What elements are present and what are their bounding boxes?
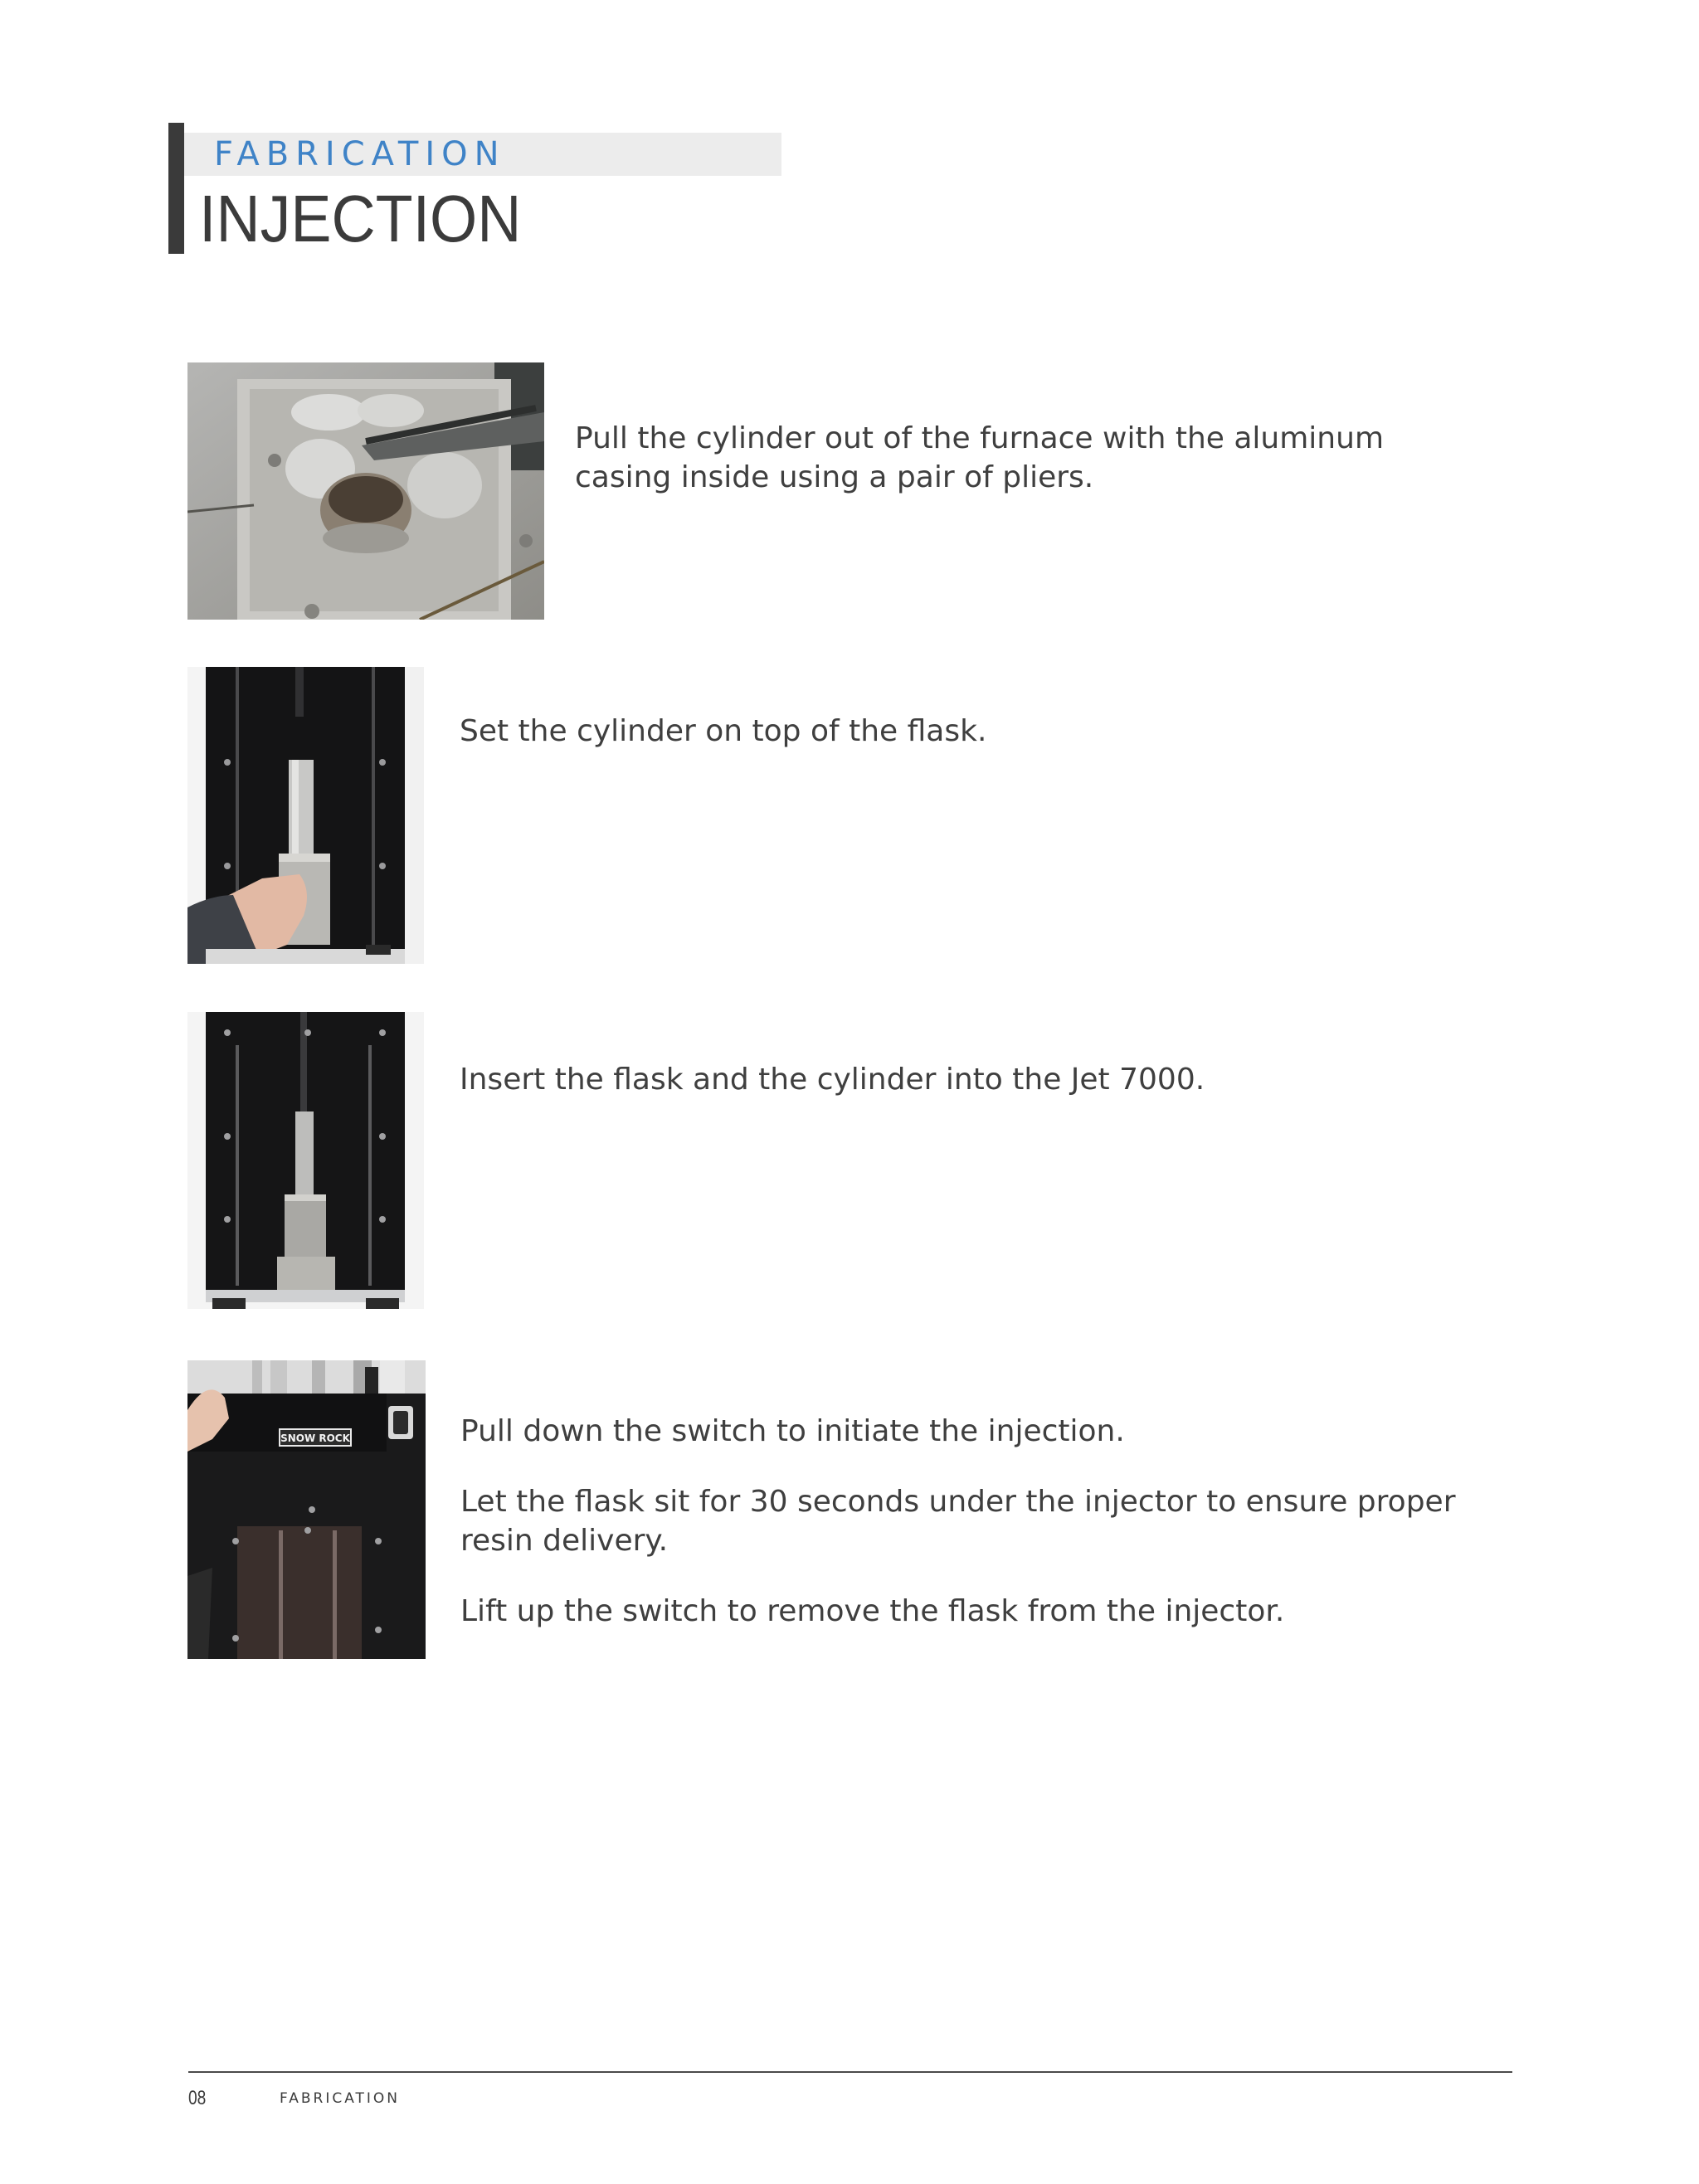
footer-section-label: FABRICATION	[280, 2090, 401, 2107]
step-3-paragraph: Insert the flask and the cylinder into the Jet 7000.	[460, 1063, 1205, 1097]
step-3-photo	[187, 1012, 424, 1309]
section-label: FABRICATION	[214, 135, 506, 173]
step-4-paragraph-1: Pull down the switch to initiate the injection.	[460, 1414, 1125, 1448]
step-4-paragraph-2: Let the flask sit for 30 seconds under the injector to ensure proper resin delivery.	[460, 1485, 1456, 1558]
step-1-text	[575, 419, 1421, 497]
step-1-paragraph: Pull the cylinder out of the furnace with the aluminum casing inside using a pair of pliers.	[575, 421, 1385, 494]
footer-page-number: 08	[188, 2087, 207, 2109]
page-title: INJECTION	[199, 182, 522, 255]
step-2-text	[460, 712, 1455, 751]
step-3-text	[460, 1060, 1455, 1099]
step-1-photo	[187, 362, 544, 620]
step-4-photo	[187, 1360, 426, 1659]
snow-rock-logo-text: SNOW ROCK	[280, 1432, 350, 1444]
step-4-text	[460, 1412, 1522, 1631]
header-accent-bar	[168, 123, 184, 254]
step-2-photo	[187, 667, 424, 964]
footer-rule	[188, 2071, 1512, 2073]
step-2-paragraph: Set the cylinder on top of the flask.	[460, 714, 987, 748]
step-4-paragraph-3: Lift up the switch to remove the flask from the injector.	[460, 1594, 1285, 1628]
